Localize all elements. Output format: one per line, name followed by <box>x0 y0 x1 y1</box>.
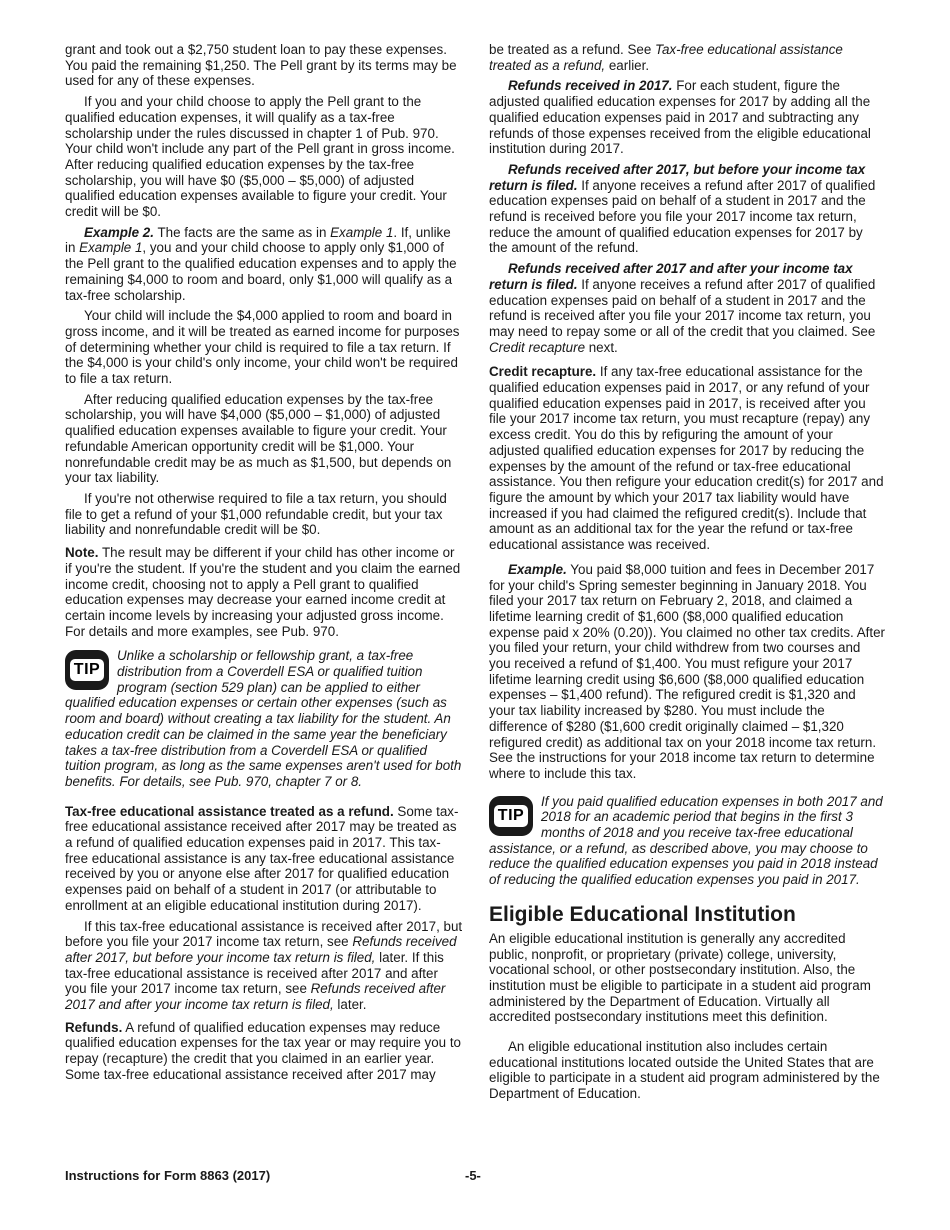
timing-ref-2: Refunds received after 2017 and after your income tax return is filed, <box>65 981 446 1013</box>
paragraph-note <box>65 545 463 639</box>
example-2-text-b: . If, unlike in <box>65 224 451 256</box>
refunds-heading: Refunds. <box>65 1019 123 1035</box>
refunds-after-body: If anyone receives a refund after 2017 of qualified education expenses paid on behalf of a student in 2017 and the refund is received after you file your 2017 income tax return, you may need to repay some or all of the credit that you claimed. See <box>489 276 876 339</box>
paragraph-refunds-after-filed <box>489 261 885 355</box>
example-2-heading: Example 2. <box>84 224 154 240</box>
paragraph-file-refund: If you're not otherwise required to file a tax return, you should file to get a refund of your $1,000 refundable credit, but your tax liability and nonrefundable credit will be $0. <box>65 490 447 538</box>
paragraph-example-2 <box>65 225 463 304</box>
refund-see-text-a: be treated as a refund. See <box>489 42 656 57</box>
footer-page-number: -5- <box>465 1168 481 1183</box>
credit-recapture-heading: Credit recapture. <box>489 364 597 380</box>
refunds-before-body: If anyone receives a refund after 2017 of qualified education expenses paid on behalf of a student in 2017 and the refund is received before you file your 2017 income tax return, reduce the amount of qualified education expenses for 2017 by the amount of the refund. <box>489 177 876 256</box>
tax-free-heading: Tax-free educational assistance treated as a refund. <box>65 803 394 819</box>
paragraph-pell-scholarship: If you and your child choose to apply the Pell grant to the qualified education expenses, it will qualify as a tax-free scholarship under the rules discussed in chapter 1 of Pub. 970. Your child won't include any part of the Pell grant in gross income. After reducing qualified education expenses by the tax-free scholarship, you will have $0 ($5,000 – $5,000) of adjusted qualified education expenses available to figure your credit. Your credit will be $0. <box>65 94 455 220</box>
paragraph-timing-references <box>65 919 463 1013</box>
paragraph-pell-grant-loan: grant and took out a $2,750 student loan to pay these expenses. You paid the remaining $1,250. The Pell grant by its terms may be used for any of these expenses. <box>65 42 457 89</box>
footer-form-title: Instructions for Form 8863 (2017) <box>65 1168 271 1183</box>
tip-text: If you paid qualified education expenses in both 2017 and 2018 for an academic period that begins in the first 3 months of 2018 and you receive tax-free educational assistance, or a refund, as described above, you may choose to reduce the qualified education expenses you paid in 2018 instead of reducing the qualified education expenses you paid in 2017. <box>489 793 883 888</box>
tip-icon <box>65 650 109 690</box>
timing-ref-1: Refunds received after 2017, but before your income tax return is filed, <box>65 934 457 965</box>
paragraph-eei-definition: An eligible educational institution is generally any accredited public, nonprofit, or proprietary (private) college, university, vocational school, or other postsecondary institution. Also, the institution must be eligible to participate in a student aid program administered by the Department of Education. Virtually all accredited postsecondary institutions meet this definition. <box>489 930 871 1025</box>
refunds-2017-heading: Refunds received in 2017. <box>508 78 673 94</box>
refund-see-ref: Tax-free educational assistance treated as a refund, <box>489 42 843 73</box>
note-body: The result may be different if your child has other income or if you're the student. If you're the student and you claim the earned income credit, choosing not to apply a Pell grant to qualified education expenses may decrease your earned income credit at certain income levels by increasing your adjusted gross income. For details and more examples, see Pub. 970. <box>65 545 461 639</box>
timing-text-b: later. If this tax-free educational assistance is received after 2017 and after you file your 2017 income tax return, see <box>65 949 444 997</box>
tax-free-body: Some tax-free educational assistance received after 2017 may be treated as a refund of qualified education expenses paid in 2017. This tax-free educational assistance is any tax-free educational assistance received by you or anyone else after 2017 for qualified education expenses paid on behalf of a student in 2017 (or attributable to enrollment at an eligible educational institution during 2017). <box>65 803 459 913</box>
paragraph-eei-foreign: An eligible educational institution also includes certain educational institutions located outside the United States that are eligible to participate in a student aid program administered by the Department of Education. <box>489 1039 880 1102</box>
tip-label: TIP <box>70 659 104 681</box>
paragraph-room-board-income: Your child will include the $4,000 applied to room and board in gross income, and it will be treated as earned income for purposes of determining whether your child is required to file a tax return. If the $4,000 is your child's only income, your child won't be required to file a tax return. <box>65 308 460 387</box>
refunds-after-end: next. <box>585 339 618 355</box>
timing-text-a: If this tax-free educational assistance is received after 2017, but before you file your 2017 income tax return, see <box>65 918 463 950</box>
timing-text-c: later. <box>333 997 367 1013</box>
paragraph-refunds-before-filed <box>489 162 885 256</box>
left-column <box>65 42 463 1083</box>
example-body: You paid $8,000 tuition and fees in December 2017 for your child's Spring semester beginning in January 2018. You filed your 2017 tax return on February 2, 2018, and claimed a lifetime learning credit of $1,600 ($8,000 qualified education expense paid x 20% (0.20)). You claimed no other tax credits. After you filed your return, your child withdrew from two courses and you received a refund of $1,400. You must refigure your 2017 lifetime learning credit using $6,600 ($8,000 qualified education expenses – $1,400 refund). The refigured credit is $1,320 and your tax liability increased by $280. You must include the difference of $280 ($1,600 credit originally claimed – $1,320 refigured credit) as additional tax on your 2018 income tax return. See the instructions for your 2018 income tax return to determine where to include this tax. <box>489 561 885 781</box>
paragraph-refund-see <box>489 42 885 73</box>
right-column <box>489 42 885 1102</box>
example-heading: Example. <box>508 561 567 577</box>
example-2-ref-2: Example 1 <box>79 240 143 256</box>
example-2-text-a: The facts are the same as in <box>153 224 331 240</box>
paragraph-credit-recapture <box>489 364 885 552</box>
tip-icon <box>489 796 533 836</box>
paragraph-tax-free-assistance <box>65 804 463 914</box>
refunds-2017-body: For each student, figure the adjusted qualified education expenses for 2017 by adding all the qualified education expenses paid in 2017 and subtracting any refunds of those expenses received from the eligible educational institution during 2017. <box>489 78 871 157</box>
refunds-body: A refund of qualified education expenses may reduce qualified education expenses for the tax year or may require you to repay (recapture) the credit that you claimed in an earlier year. Some tax-free educational assistance received after 2017 may <box>65 1019 461 1082</box>
note-heading: Note. <box>65 545 99 561</box>
refunds-before-heading: Refunds received after 2017, but before your income tax return is filed. <box>489 161 866 193</box>
paragraph-refunds-2017 <box>489 78 885 157</box>
example-2-text-c: , you and your child choose to apply only $1,000 of the Pell grant to the qualified education expenses and to apply the remaining $4,000 to room and board, only $1,000 will qualify as a tax-free scholarship. <box>65 240 457 303</box>
paragraph-refunds <box>65 1020 463 1083</box>
paragraph-example <box>489 562 885 782</box>
section-heading: Eligible Educational Institution <box>489 902 796 926</box>
refunds-after-ref: Credit recapture <box>489 339 586 355</box>
refund-see-text-b: earlier. <box>605 57 650 73</box>
example-2-ref-1: Example 1 <box>330 224 394 240</box>
credit-recapture-body: If any tax-free educational assistance for the qualified education expenses paid in 2017, or any refund of your qualified education expenses paid in 2017, is received after you file your 2017 income tax return, you must recapture (repay) any excess credit. You do this by refiguring the amount of your adjusted qualified education expenses for 2017 by reducing the expenses by the amount of the refund or tax-free educational assistance. You then refigure your education credit(s) for 2017 and figure the amount by which your 2017 tax liability would have increased if you had claimed the refigured credit(s). Include that amount as an additional tax for the year the refund or tax-free educational assistance was received. <box>489 364 884 553</box>
tip-box-2018 <box>489 794 885 888</box>
tip-text: Unlike a scholarship or fellowship grant, a tax-free distribution from a Coverdell ESA or qualified tuition program (section 529 plan) can be applied to either qualified education expenses or certain other expenses (such as room and board) without creating a tax liability for the student. An education credit can be claimed in the same year the beneficiary takes a tax-free distribution from a Coverdell ESA or qualified tuition program, as long as the same expenses aren't used for both benefits. For details, see Pub. 970, chapter 7 or 8. <box>65 648 462 789</box>
refunds-after-heading: Refunds received after 2017 and after your income tax return is filed. <box>489 261 853 292</box>
paragraph-adjusted-expenses: After reducing qualified education expenses by the tax-free scholarship, you will have $4,000 ($5,000 – $1,000) of adjusted qualified education expenses available to figure your credit. Your refundable American opportunity credit will be $1,000. Your nonrefundable credit may be as much as $1,500, but depends on your tax liability. <box>65 391 452 486</box>
page-footer <box>65 1168 885 1186</box>
tip-label: TIP <box>494 805 528 827</box>
tip-box-coverdell <box>65 648 463 789</box>
